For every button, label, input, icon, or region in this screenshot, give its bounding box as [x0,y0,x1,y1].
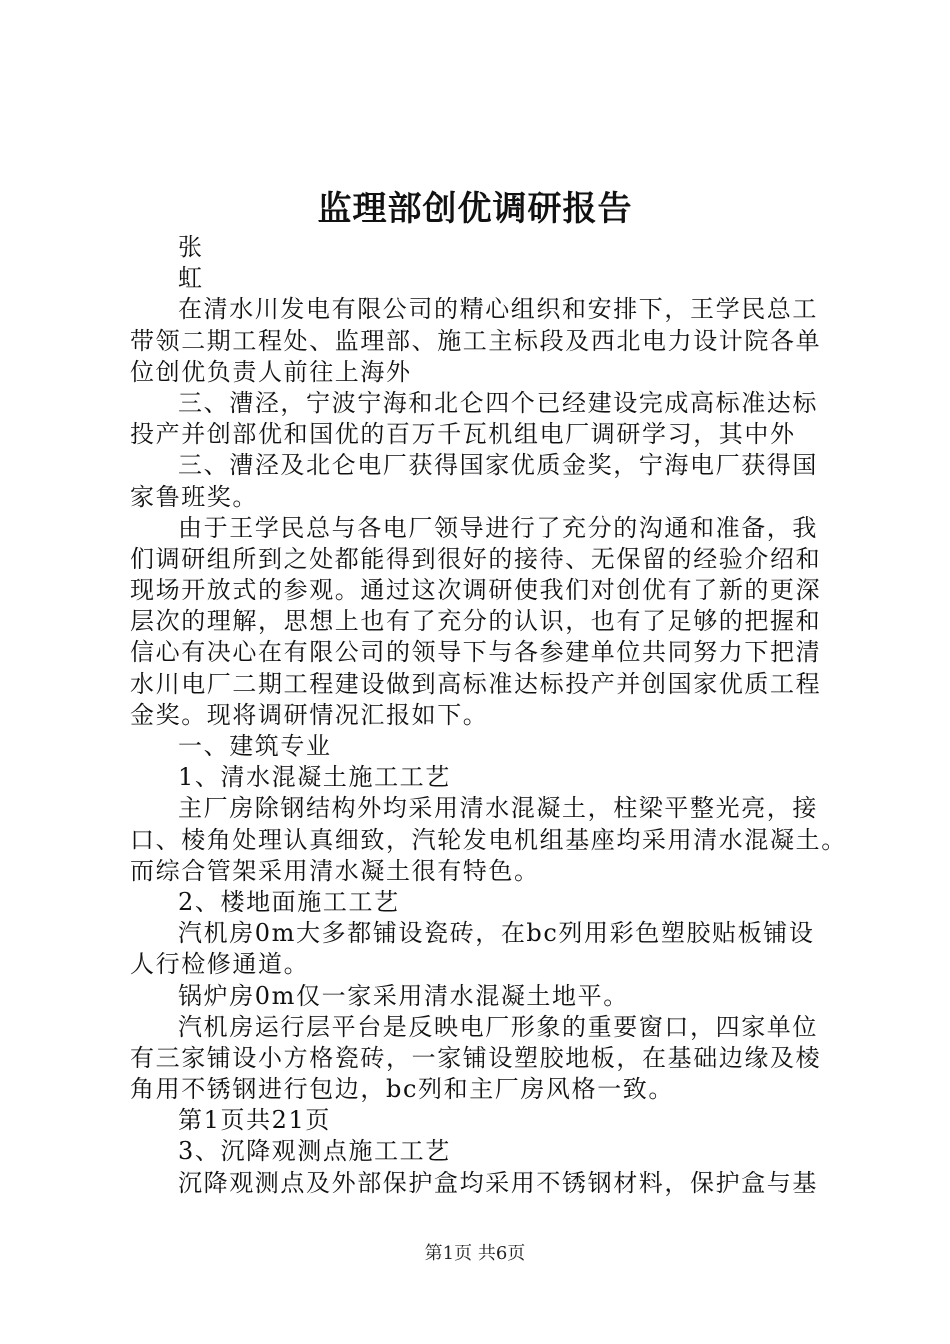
text-line: 沉降观测点及外部保护盒均采用不锈钢材料，保护盒与基 [178,1168,818,1197]
text-line: 们调研组所到之处都能得到很好的接待、无保留的经验介绍和 [130,544,822,573]
text-line: 汽机房0m大多都铺设瓷砖，在bc列用彩色塑胶贴板铺设 [178,919,815,948]
text-line: 层次的理解，思想上也有了充分的认识，也有了足够的把握和 [130,607,822,636]
text-line: 投产并创部优和国优的百万千瓦机组电厂调研学习，其中外 [130,420,796,449]
text-line: 角用不锈钢进行包边，bc列和主厂房风格一致。 [130,1075,675,1104]
text-line: 位创优负责人前往上海外 [130,357,412,386]
text-line: 现场开放式的参观。通过这次调研使我们对创优有了新的更深 [130,576,822,605]
text-line: 张 [178,233,204,261]
text-line: 由于王学民总与各电厂领导进行了充分的沟通和准备，我 [178,513,818,542]
text-line: 汽机房运行层平台是反映电厂形象的重要窗口，四家单位 [178,1012,818,1041]
text-line: 3、沉降观测点施工工艺 [178,1137,451,1166]
text-line: 带领二期工程处、监理部、施工主标段及西北电力设计院各单 [130,326,822,355]
page-footer: 第1页 共6页 [424,1243,526,1264]
text-line: 信心有决心在有限公司的领导下与各参建单位共同努力下把清 [130,638,822,667]
text-line: 有三家铺设小方格瓷砖，一家铺设塑胶地板，在基础边缘及棱 [130,1043,822,1072]
text-line: 水川电厂二期工程建设做到高标准达标投产并创国家优质工程 [130,669,822,698]
text-line: 锅炉房0m仅一家采用清水混凝土地平。 [178,981,629,1010]
text-line: 虹 [178,264,204,293]
document-body [130,232,850,1199]
text-line: 家鲁班奖。 [130,482,258,511]
text-line: 而综合管架采用清水凝土很有特色。 [130,856,540,885]
text-line: 第1页共21页 [178,1106,332,1135]
text-line: 主厂房除钢结构外均采用清水混凝土，柱梁平整光亮，接 [178,794,818,823]
text-line: 在清水川发电有限公司的精心组织和安排下，王学民总工 [178,295,818,324]
text-line: 1、清水混凝土施工工艺 [178,763,451,792]
text-line: 三、漕泾及北仑电厂获得国家优质金奖，宁海电厂获得国 [178,451,818,480]
text-line: 2、楼地面施工工艺 [178,887,400,916]
text-line: 一、建筑专业 [178,732,332,760]
text-line: 人行检修通道。 [130,950,310,979]
document-title: 监理部创优调研报告 [317,189,633,229]
text-line: 三、漕泾，宁波宁海和北仑四个已经建设完成高标准达标 [178,388,818,417]
text-line: 口、棱角处理认真细致，汽轮发电机组基座均采用清水混凝土。 [130,825,847,854]
text-line: 金奖。现将调研情况汇报如下。 [130,700,489,729]
